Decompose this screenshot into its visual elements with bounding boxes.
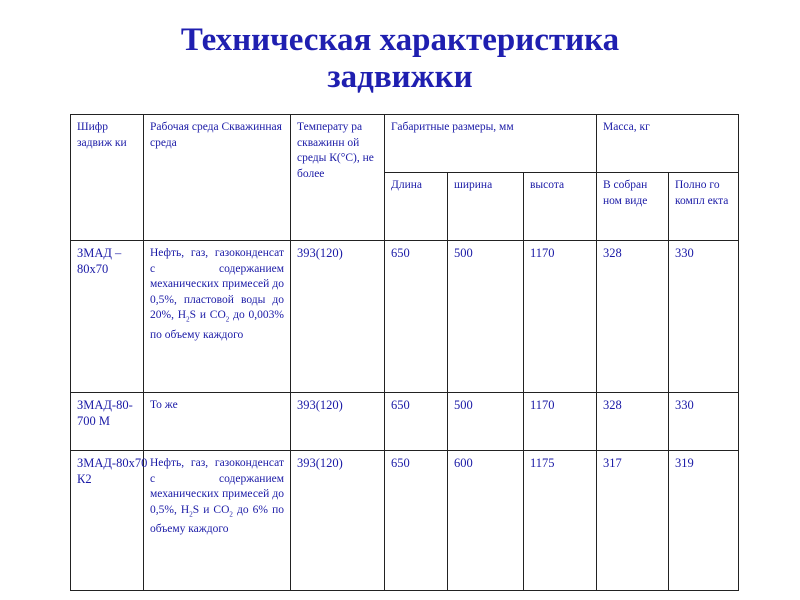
header-temperature: Температу ра скважинн ой среды К(°С), не более bbox=[291, 115, 385, 241]
cell-width: 500 bbox=[448, 241, 524, 393]
header-medium: Рабочая среда Скважинная среда bbox=[144, 115, 291, 241]
cell-temperature: 393(120) bbox=[291, 451, 385, 591]
title-line-1: Техническая характеристика bbox=[180, 22, 620, 58]
table-row bbox=[71, 393, 739, 451]
subscript: 2 bbox=[186, 315, 190, 324]
header-full-set: Полно го компл екта bbox=[669, 173, 739, 241]
header-dimensions: Габаритные размеры, мм bbox=[385, 115, 597, 173]
cell-full-set: 319 bbox=[669, 451, 739, 591]
subscript: 2 bbox=[225, 315, 230, 324]
subscript: 2 bbox=[189, 509, 193, 518]
header-code: Шифр задвиж ки bbox=[71, 115, 144, 241]
cell-code: ЗМАД-80-700 М bbox=[71, 393, 144, 451]
medium-text: до 0,003% по объему каждого bbox=[150, 309, 284, 341]
header-mass: Масса, кг bbox=[597, 115, 739, 173]
table-row bbox=[71, 241, 739, 393]
medium-text: до 6% по объему каждого bbox=[150, 503, 284, 536]
medium-text: Нефть, газ, газоконденсат с содержанием механических примесей до 0,5%, H bbox=[150, 457, 284, 516]
header-length: Длина bbox=[385, 173, 448, 241]
header-height: высота bbox=[524, 173, 597, 241]
page-title bbox=[0, 22, 800, 96]
cell-temperature: 393(120) bbox=[291, 393, 385, 451]
cell-temperature: 393(120) bbox=[291, 241, 385, 393]
cell-medium bbox=[144, 241, 291, 393]
title-line-2: задвижки bbox=[327, 59, 473, 95]
cell-full-set: 330 bbox=[669, 393, 739, 451]
subscript: 2 bbox=[229, 509, 233, 518]
cell-full-set: 330 bbox=[669, 241, 739, 393]
cell-width: 600 bbox=[448, 451, 524, 591]
cell-assembled: 328 bbox=[597, 241, 669, 393]
cell-length: 650 bbox=[385, 451, 448, 591]
cell-length: 650 bbox=[385, 393, 448, 451]
header-assembled: В собран ном виде bbox=[597, 173, 669, 241]
medium-text: S и CO bbox=[189, 309, 226, 321]
cell-height: 1170 bbox=[524, 241, 597, 393]
cell-length: 650 bbox=[385, 241, 448, 393]
medium-text: S и CO bbox=[192, 503, 230, 516]
cell-height: 1175 bbox=[524, 451, 597, 591]
cell-assembled: 317 bbox=[597, 451, 669, 591]
cell-width: 500 bbox=[448, 393, 524, 451]
cell-medium bbox=[144, 451, 291, 591]
medium-text: Нефть, газ, газоконденсат с содержанием механических примесей до 0,5%, пластовой воды до 20%, H bbox=[150, 247, 284, 321]
header-width: ширина bbox=[448, 173, 524, 241]
cell-code: ЗМАД – 80х70 bbox=[71, 241, 144, 393]
cell-assembled: 328 bbox=[597, 393, 669, 451]
cell-medium: То же bbox=[144, 393, 291, 451]
header-row bbox=[71, 115, 739, 173]
cell-height: 1170 bbox=[524, 393, 597, 451]
specs-table bbox=[70, 114, 739, 591]
cell-code: ЗМАД-80х70 К2 bbox=[71, 451, 144, 591]
table-row bbox=[71, 451, 739, 591]
